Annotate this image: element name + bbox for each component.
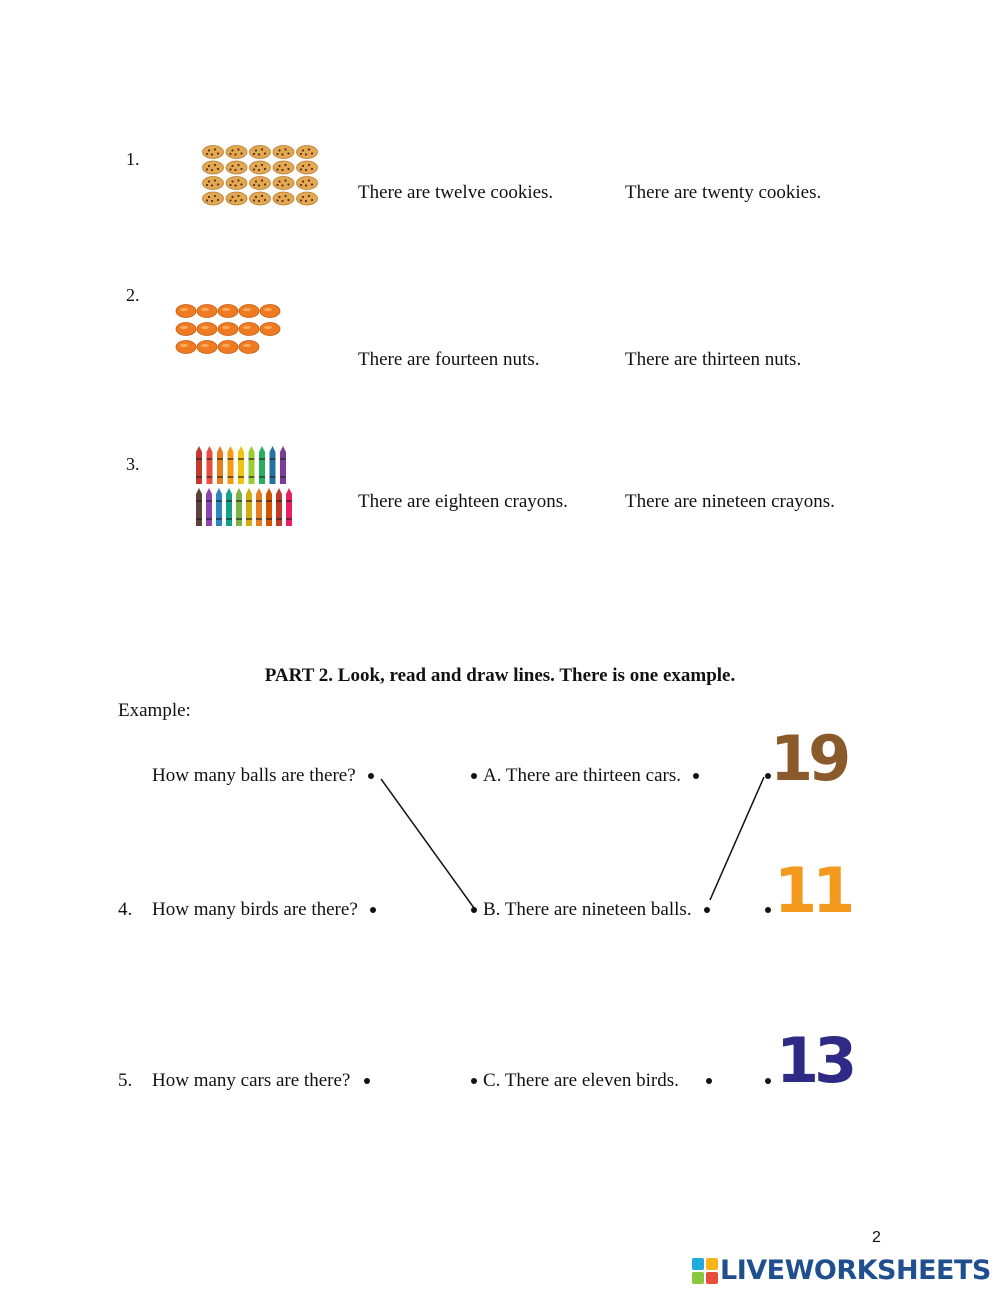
example-label: Example:: [118, 700, 191, 721]
page-number: 2: [872, 1229, 881, 1246]
crayons-picture: [194, 444, 304, 530]
example-line-left: [381, 779, 474, 908]
cookie-icon: [250, 146, 271, 159]
crayon-icon: [207, 446, 213, 452]
number-19: 19: [770, 722, 847, 795]
part2-heading: PART 2. Look, read and draw lines. There is one example.: [264, 665, 736, 686]
answer-text: B. There are nineteen balls.: [483, 899, 692, 920]
cookie-icon: [203, 177, 224, 190]
option-b[interactable]: There are nineteen crayons.: [625, 491, 835, 512]
crayon-icon: [276, 488, 282, 494]
option-a[interactable]: There are fourteen nuts.: [358, 349, 540, 370]
answer-text: A. There are thirteen cars.: [483, 765, 681, 786]
nut-icon: [239, 323, 259, 336]
nut-icon: [218, 305, 238, 318]
question-text: How many balls are there?: [152, 765, 356, 786]
cookie-icon: [273, 161, 294, 174]
nut-icon: [176, 341, 196, 354]
nut-icon: [197, 305, 217, 318]
crayon-icon: [216, 488, 222, 494]
nut-icon: [176, 305, 196, 318]
nut-icon: [218, 341, 238, 354]
nuts-picture: [172, 302, 282, 356]
question-dot[interactable]: [370, 907, 376, 913]
option-a[interactable]: There are twelve cookies.: [358, 182, 554, 203]
cookie-icon: [203, 146, 224, 159]
nut-icon: [197, 341, 217, 354]
nut-icon: [260, 323, 280, 336]
liveworksheets-icon: [692, 1258, 718, 1284]
item-number: 1.: [126, 149, 140, 169]
nut-icon: [197, 323, 217, 336]
crayon-icon: [266, 488, 272, 494]
number-dot[interactable]: [765, 1078, 771, 1084]
example-line-right: [710, 777, 764, 900]
cookie-icon: [203, 161, 224, 174]
cookie-icon: [297, 161, 318, 174]
cookie-icon: [273, 146, 294, 159]
question-dot[interactable]: [368, 773, 374, 779]
cookie-icon: [297, 192, 318, 205]
item-number: 3.: [126, 454, 140, 474]
crayon-icon: [259, 446, 265, 452]
crayon-icon: [226, 488, 232, 494]
question-dot[interactable]: [364, 1078, 370, 1084]
crayon-icon: [217, 446, 223, 452]
option-b[interactable]: There are twenty cookies.: [625, 182, 822, 203]
nut-icon: [260, 305, 280, 318]
item-number: 2.: [126, 285, 140, 305]
nut-icon: [239, 341, 259, 354]
cookie-icon: [226, 146, 247, 159]
brand-name: LIVEWORKSHEETS: [720, 1255, 991, 1286]
question-number: 5.: [118, 1070, 133, 1091]
crayon-icon: [228, 446, 234, 452]
number-dot[interactable]: [765, 907, 771, 913]
question-text: How many cars are there?: [152, 1070, 351, 1091]
option-b[interactable]: There are thirteen nuts.: [625, 349, 802, 370]
crayon-icon: [249, 446, 255, 452]
cookie-icon: [273, 177, 294, 190]
cookie-icon: [226, 192, 247, 205]
cookie-icon: [297, 177, 318, 190]
question-text: How many birds are there?: [152, 899, 358, 920]
crayon-icon: [286, 488, 292, 494]
number-11: 11: [774, 854, 851, 927]
brand-logo[interactable]: [692, 1255, 991, 1286]
crayon-icon: [196, 446, 202, 452]
cookie-icon: [250, 192, 271, 205]
question-number: 4.: [118, 899, 133, 920]
cookie-icon: [297, 146, 318, 159]
answer-right-dot[interactable]: [706, 1078, 712, 1084]
cookie-icon: [273, 192, 294, 205]
cookie-icon: [226, 161, 247, 174]
option-a[interactable]: There are eighteen crayons.: [358, 491, 568, 512]
cookie-icon: [226, 177, 247, 190]
nut-icon: [239, 305, 259, 318]
number-13: 13: [776, 1024, 853, 1097]
crayon-icon: [196, 488, 202, 494]
answer-left-dot[interactable]: [471, 773, 477, 779]
answer-left-dot[interactable]: [471, 1078, 477, 1084]
cookie-icon: [203, 192, 224, 205]
crayon-icon: [246, 488, 252, 494]
cookie-icon: [250, 177, 271, 190]
nut-icon: [218, 323, 238, 336]
crayon-icon: [206, 488, 212, 494]
nut-icon: [176, 323, 196, 336]
crayon-icon: [256, 488, 262, 494]
crayon-icon: [280, 446, 286, 452]
cookie-icon: [250, 161, 271, 174]
answer-right-dot[interactable]: [693, 773, 699, 779]
answer-left-dot[interactable]: [471, 907, 477, 913]
crayon-icon: [236, 488, 242, 494]
answer-text: C. There are eleven birds.: [483, 1070, 679, 1091]
answer-right-dot[interactable]: [704, 907, 710, 913]
cookies-picture: [200, 144, 322, 208]
crayon-icon: [238, 446, 244, 452]
crayon-icon: [270, 446, 276, 452]
